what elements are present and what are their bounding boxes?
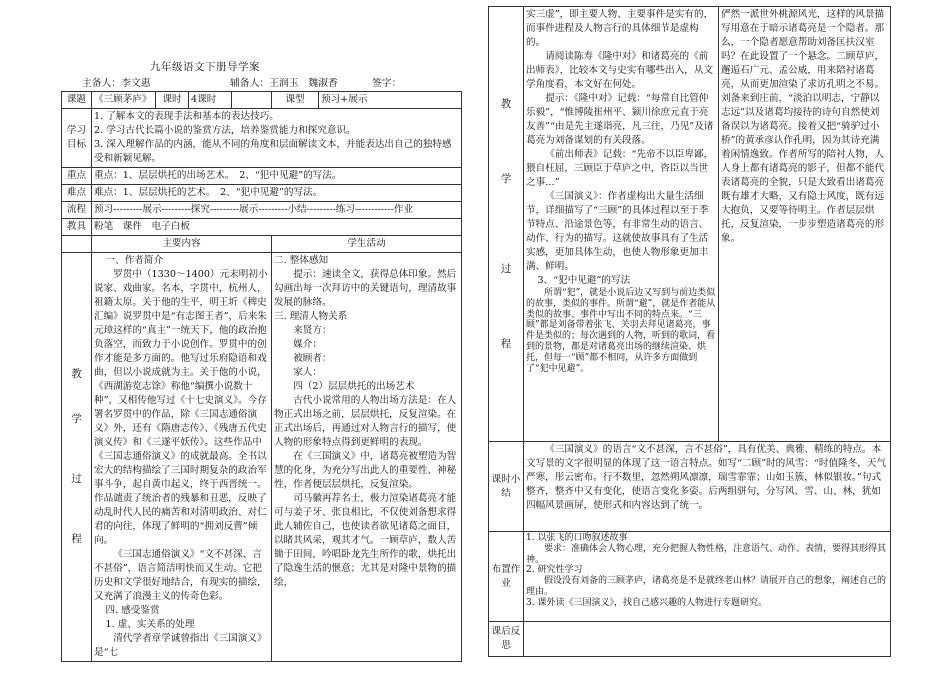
assist-authors: 辅备人：王润玉 魏淑香	[230, 78, 338, 89]
homework-row	[489, 532, 891, 622]
tools-row	[62, 219, 462, 236]
summary-text: 《三国演义》的语言“文不甚深，言不甚俗”，具有优美、典雅、精练的特点。本文写景的文字很明显的体现了这一语言特点。如写“二顾”时的风雪：“时值隆冬，天气严寒，彤云密布。行不数里，忽然朔风凛凛，瑞雪霏霏；山如玉簇，林似银妆。”句式整齐，整齐中又有变化，使语言变化多姿。后两组骈句，分写风、雪、山、林，犹如四幅风景画屏，使形式和内容达到了统一。	[526, 444, 887, 511]
paragraph: 司马徽再荐名士，极力渲染诸葛亮才能可与姜子牙、张良相比，不仅使刘备想求得此人辅佐自己，也使读者欲见诸葛之面目，以睹其风采，观其才气。一顾草庐，数人苦锄于田间，吟唱卧龙先生所作的歌，烘托出了隐逸生活的惬意；尤其是对隆中景物的描绘，	[274, 493, 457, 588]
type-value: 预习+展示	[319, 92, 462, 109]
student-activity-head: 学生活动	[272, 236, 462, 253]
section-heading: 3、“犯中见避”的写法	[537, 275, 631, 286]
right-page-table	[488, 6, 891, 657]
homework-item: 假设没有刘备的三顾茅庐，诸葛亮是不是就终老山林？请展开自己的想象，阐述自己的理由。	[526, 576, 887, 597]
section-heading: 四（2）层层烘托的出场艺术	[293, 381, 415, 392]
key-label: 重点	[62, 168, 92, 185]
key-row	[62, 168, 462, 185]
process-label: 教 学 过 程	[62, 253, 92, 662]
section-heading: 一、作者简介	[105, 255, 164, 266]
homework-item: 2. 研究性学习	[526, 565, 583, 576]
paragraph: 在《三国演义》中，诸葛亮被塑造为智慧的化身，为充分写出此人的重要性、神秘性，作者便层层烘托，反复渲染。	[274, 451, 457, 490]
difficulty-label: 难点	[62, 185, 92, 202]
reflection-cell	[524, 622, 891, 657]
section-heading: 1. 虚、实关系的处理	[105, 619, 195, 630]
summary-cell	[524, 442, 891, 532]
goals-list	[92, 109, 462, 168]
doc-title: 九年级语文下册导学案	[150, 61, 260, 73]
blank-cell	[232, 92, 272, 109]
tools-value: 粉笔 课件 电子白板	[92, 219, 462, 236]
paragraph: 提示：《隆中对》记载：“每常自比管仲乐毅”，“惟博陵崔州平、颍川徐庶元直于亮友善”“由是先主遂诣亮，凡三往，乃见”及诸葛亮为刘备谋划的有关段落。	[526, 93, 714, 146]
difficulty-value: 难点：1、层层烘托的艺术。 2、“犯中见避”的写法。	[92, 185, 462, 202]
flow-value: 预习---------展示---------探究---------展示---------小结---------练习------------作业	[92, 202, 462, 219]
lead-author: 主备人：李文惠	[82, 78, 151, 89]
section-heading: 二. 整体感知	[274, 255, 329, 266]
right-main-cell	[524, 7, 719, 442]
right-side-cell	[719, 7, 891, 442]
relation-item: 媒介：	[293, 339, 322, 350]
student-activity-cell	[272, 253, 462, 662]
left-page-table	[61, 91, 462, 662]
relation-item: 被顾者：	[293, 353, 332, 364]
process-row	[62, 253, 462, 662]
main-content-head: 主要内容	[92, 236, 272, 253]
paragraph: 《三国演义》：作者虚构出大量生活细节，详细描写了“三顾”的具体过程以至于季节特点、沿途景色等，有非常生动的语言、动作、行为的描写。这就使故事具有了生活实感，更加具体生动，也使人物形象更加丰满、鲜明。	[526, 191, 709, 272]
right-process-row	[489, 7, 891, 442]
paragraph: 实三虚”，即主要人物、主要事件是实有的，而事件进程及人物言行的具体细节是虚构的。	[526, 9, 714, 48]
topic-value: 《三顾茅庐》	[92, 92, 156, 109]
reflection-label: 课后反思	[489, 622, 524, 657]
homework-cell	[524, 532, 891, 622]
summary-label: 课时小结	[489, 442, 524, 532]
reflection-row	[489, 622, 891, 657]
topic-label: 课题	[62, 92, 92, 109]
right-process-label: 教 学 过 程	[489, 7, 524, 442]
goal-item: 2. 学习古代长篇小说的鉴赏方法，培养鉴赏能力和探究意识。	[94, 125, 356, 136]
paragraph: 所谓“犯”，就是小说后边又写到与前边类似的故事，类似的事件。所谓“避”，就是作者能从类似的故事、事件中写出不同的特点来。“三顾”都是刘备带着张飞、关羽去拜见诸葛亮，事件是类似的；每次遇到的人物，听到的歌词，看到的景物，都是对诸葛亮出场的继续渲染、烘托，但每一“顾”都不相同，从许多方面做到了“犯中见避”。	[526, 288, 716, 374]
goal-item: 3. 深入理解作品的内涵，能从不同的角度和层面解读文本，并能表达出自己的独特感受和新颖见解。	[94, 139, 452, 164]
paragraph: 《前出师表》记载：“先帝不以臣卑鄙，猥自枉屈，三顾臣于草庐之中，咨臣以当世之事…”	[526, 149, 714, 188]
sign-label: 签字：	[372, 78, 402, 89]
homework-item: 1. 以张飞的口吻叙述故事	[526, 533, 628, 543]
goal-item: 1. 了解本文的表现手法和基本的表达技巧。	[94, 111, 279, 122]
homework-label: 布置作业	[489, 532, 524, 622]
paragraph: 提示：速读全文，获得总体印象。然后勾画出每一次拜访中的关键语句，理清故事发展的脉络。	[274, 269, 457, 308]
tools-label: 教具	[62, 219, 92, 236]
paragraph: 清代学者章学诚曾指出《三国演义》是“七	[94, 633, 267, 658]
paragraph: 俨然一派世外桃源风光，这样的风景描写用意在于暗示诸葛亮是一个隐者。那么，一个隐者愿意帮助刘备匡扶汉室吗？在此设置了一个悬念。二顾草庐，邂逅石广元、孟公威，用来陪衬诸葛亮，从而更加渲染了求访孔明之不易。刘备来到庄前，“淡泊以明志，宁静以志远”以及诸葛均接待的诗句自然使刘备误以为诸葛亮。接着又把“骑驴过小桥”的黄承彦认作孔明，因为其诗充满着闲情逸致。作者所写的陪衬人物，人人身上都有诸葛亮的影子，但都不能代表诸葛亮的全貌，只是大致看出诸葛亮既有雄才大略，又有隐士风度，既有远大抱负，又要等待明主。作者层层烘托，反复渲染，一步步塑造诸葛亮的形象。	[721, 9, 885, 244]
relation-item: 家人：	[293, 367, 322, 378]
homework-item: 要求：准确体会人物心理，充分把握人物性格，注意语气、动作、表情，要得其形得其神。	[526, 543, 887, 565]
topic-row	[62, 92, 462, 109]
difficulty-row	[62, 185, 462, 202]
paragraph: 《三国志通俗演义》“文不甚深、言不甚俗”，语言简洁明快而又生动。它把历史和文学很好地结合，有现实的描绘，又充满了浪漫主义的传奇色彩。	[94, 549, 267, 602]
type-label: 课型	[272, 92, 319, 109]
paragraph: 罗贯中（1330～1400）元末明初小说家、戏曲家。名本，字贯中，杭州人，祖籍太原。关于他的生平，明王圻《稗史汇编》说罗贯中是“有志图王者”，后来朱元璋这样的“真主”一统天下，他的政治抱负落空，而致力于小说创作。罗贯中的创作才能是多方面的。他写过乐府隐语和戏曲，但以小说成就为主。关于他的小说，《西湖游览志馀》称他“编撰小说数十种”，又相传他写过《十七史演义》。今存署名罗贯中的作品，除《三国志通俗演义》外，还有《隋唐志传》、《残唐五代史演义传》和《三遂平妖传》。这些作品中《三国志通俗演义》的成就最高。全书以宏大的结构描绘了三国时期复杂的政治军事斗争，起自黄巾起义，终于西晋统一。作品谴责了统治者的残暴和丑恶，反映了动乱时代人民的痛苦和对清明政治、对仁君的向往，体现了鲜明的“拥刘反曹”倾向。	[94, 269, 268, 546]
homework-item: 3. 课外读《三国演义》，找自己感兴趣的人物进行专题研究。	[526, 597, 767, 608]
flow-row	[62, 202, 462, 219]
main-content-cell	[92, 253, 272, 662]
hours-value: 4课时	[189, 92, 232, 109]
flow-label: 流程	[62, 202, 92, 219]
key-value: 重点：1、层层烘托的出场艺术。 2、“犯中见避”的写法。	[92, 168, 462, 185]
paragraph: 古代小说常用的人物出场方法是：在人物正式出场之前，层层烘托，反复渲染。在正式出场后，再通过对人物言行的描写，使人物的形象特点得到更鲜明的表现。	[274, 395, 457, 448]
section-heading: 三. 理清人物关系	[274, 311, 348, 322]
relation-item: 来贤方：	[293, 325, 332, 336]
paragraph: 请阅读陈寿《隆中对》和诸葛亮的《前出师表》，比较本文与史实有哪些出入，从文学角度看，本文好在何处。	[526, 51, 714, 90]
column-heads-row	[62, 236, 462, 253]
goals-label: 学习目标	[62, 109, 92, 168]
summary-row	[489, 442, 891, 532]
goals-row	[62, 109, 462, 168]
hours-label: 课时	[156, 92, 189, 109]
section-heading: 四. 感受鉴赏	[105, 605, 160, 616]
